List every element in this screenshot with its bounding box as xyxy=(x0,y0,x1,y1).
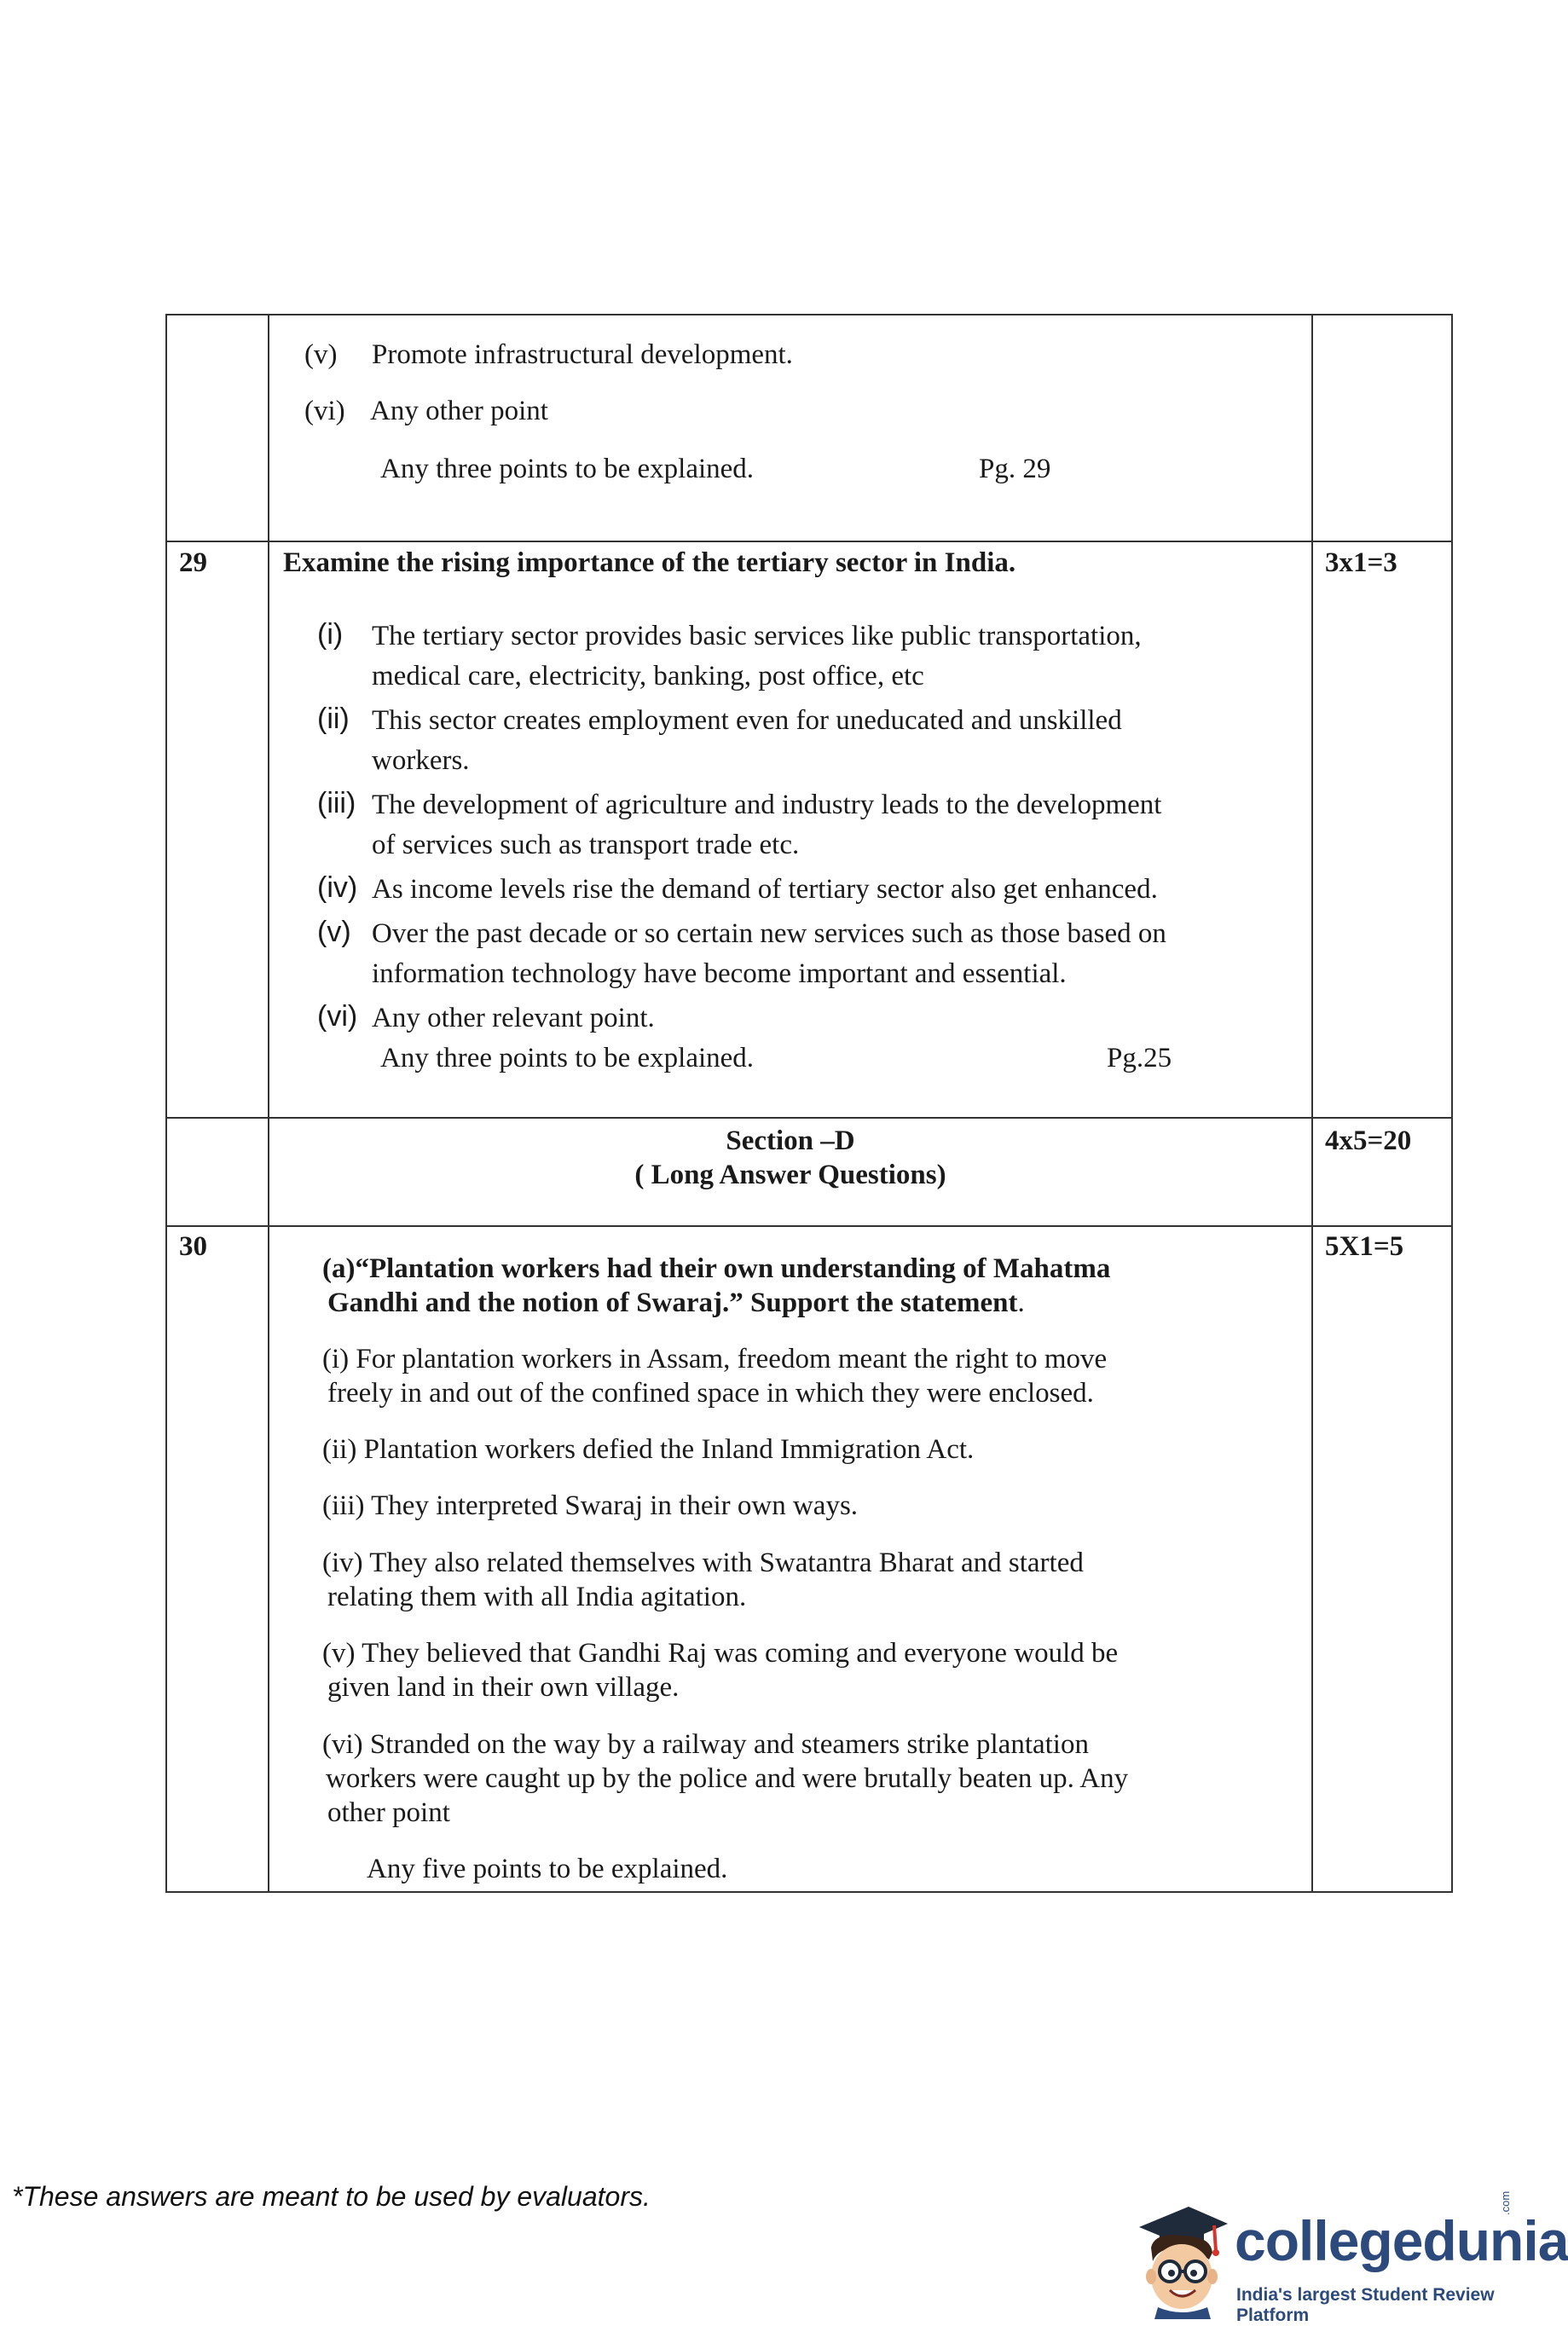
point-text: of services such as transport trade etc. xyxy=(372,830,800,860)
point-text: Any other relevant point. xyxy=(372,1003,655,1033)
instruction-note: Any three points to be explained. xyxy=(380,1043,755,1073)
point-text: Promote infrastructural development. xyxy=(372,339,793,370)
section-title: Section –D xyxy=(726,1125,855,1156)
section-subtitle: ( Long Answer Questions) xyxy=(634,1160,946,1190)
point-number: (i) xyxy=(317,618,344,651)
point-text: other point xyxy=(327,1797,450,1828)
point-number: (iv) xyxy=(317,871,358,904)
point-text: workers were caught up by the police and were brutally beaten up. Any xyxy=(326,1763,1129,1794)
point-text: information technology have become important and essential. xyxy=(372,958,1067,989)
marks-allocation: 5X1=5 xyxy=(1325,1231,1404,1262)
instruction-note: Any five points to be explained. xyxy=(367,1854,728,1884)
point-text: The development of agriculture and industry leads to the development xyxy=(372,790,1162,820)
table-border-col2 xyxy=(268,314,269,1893)
marks-allocation: 4x5=20 xyxy=(1325,1125,1412,1156)
row-divider-1 xyxy=(165,541,1453,542)
student-mascot-icon xyxy=(1132,2198,1231,2319)
page-reference: Pg. 29 xyxy=(979,454,1051,484)
table-border-top xyxy=(165,314,1453,315)
row-divider-2 xyxy=(165,1117,1453,1119)
point-text: This sector creates employment even for uneducated and unskilled xyxy=(372,705,1122,736)
point-text: freely in and out of the confined space in which they were enclosed. xyxy=(327,1378,1094,1409)
point-number: (vi) xyxy=(317,1000,358,1033)
point-text: The tertiary sector provides basic services like public transportation, xyxy=(372,621,1142,651)
point-text: workers. xyxy=(372,745,470,776)
point-number: (v) xyxy=(317,916,351,948)
point-text: relating them with all India agitation. xyxy=(327,1582,747,1612)
row-divider-3 xyxy=(165,1225,1453,1227)
question-number: 30 xyxy=(179,1231,207,1262)
point-number: (vi) xyxy=(304,396,345,426)
point-text: Any other point xyxy=(370,396,548,426)
evaluator-disclaimer: *These answers are meant to be used by evaluators. xyxy=(12,2181,651,2212)
point-text: (i) For plantation workers in Assam, freedom meant the right to move xyxy=(322,1344,1108,1374)
brand-name: collegedunia xyxy=(1235,2209,1568,2272)
marks-allocation: 3x1=3 xyxy=(1325,547,1397,578)
point-number: (v) xyxy=(304,339,338,370)
brand-tagline: India's largest Student Review Platform xyxy=(1236,2285,1495,2325)
question-text: Examine the rising importance of the tertiary sector in India. xyxy=(283,547,1016,578)
point-number: (iii) xyxy=(317,787,356,819)
point-text: (v) They believed that Gandhi Raj was coming and everyone would be xyxy=(322,1638,1119,1669)
table-border-col3 xyxy=(1311,314,1313,1893)
page-reference: Pg.25 xyxy=(1107,1043,1172,1073)
table-border-bottom xyxy=(165,1891,1453,1893)
point-text: (iii) They interpreted Swaraj in their own ways. xyxy=(322,1490,859,1521)
point-text: As income levels rise the demand of tertiary sector also get enhanced. xyxy=(372,874,1158,905)
question-text: Gandhi and the notion of Swaraj.” Support the statement. xyxy=(327,1287,1025,1318)
point-number: (ii) xyxy=(317,703,350,735)
point-text: medical care, electricity, banking, post office, etc xyxy=(372,661,924,691)
point-text: (iv) They also related themselves with Swatantra Bharat and started xyxy=(322,1548,1084,1578)
question-text: (a)“Plantation workers had their own understanding of Mahatma xyxy=(322,1253,1111,1284)
table-border-right xyxy=(1451,314,1453,1893)
point-text: Over the past decade or so certain new services such as those based on xyxy=(372,918,1166,949)
instruction-note: Any three points to be explained. xyxy=(380,454,755,484)
question-number: 29 xyxy=(179,547,207,578)
brand-tld: .com xyxy=(1499,2190,1512,2215)
point-text: given land in their own village. xyxy=(327,1672,680,1703)
point-text: (ii) Plantation workers defied the Inland Immigration Act. xyxy=(322,1434,975,1465)
table-border-left xyxy=(165,314,167,1893)
point-text: (vi) Stranded on the way by a railway and steamers strike plantation xyxy=(322,1729,1089,1760)
